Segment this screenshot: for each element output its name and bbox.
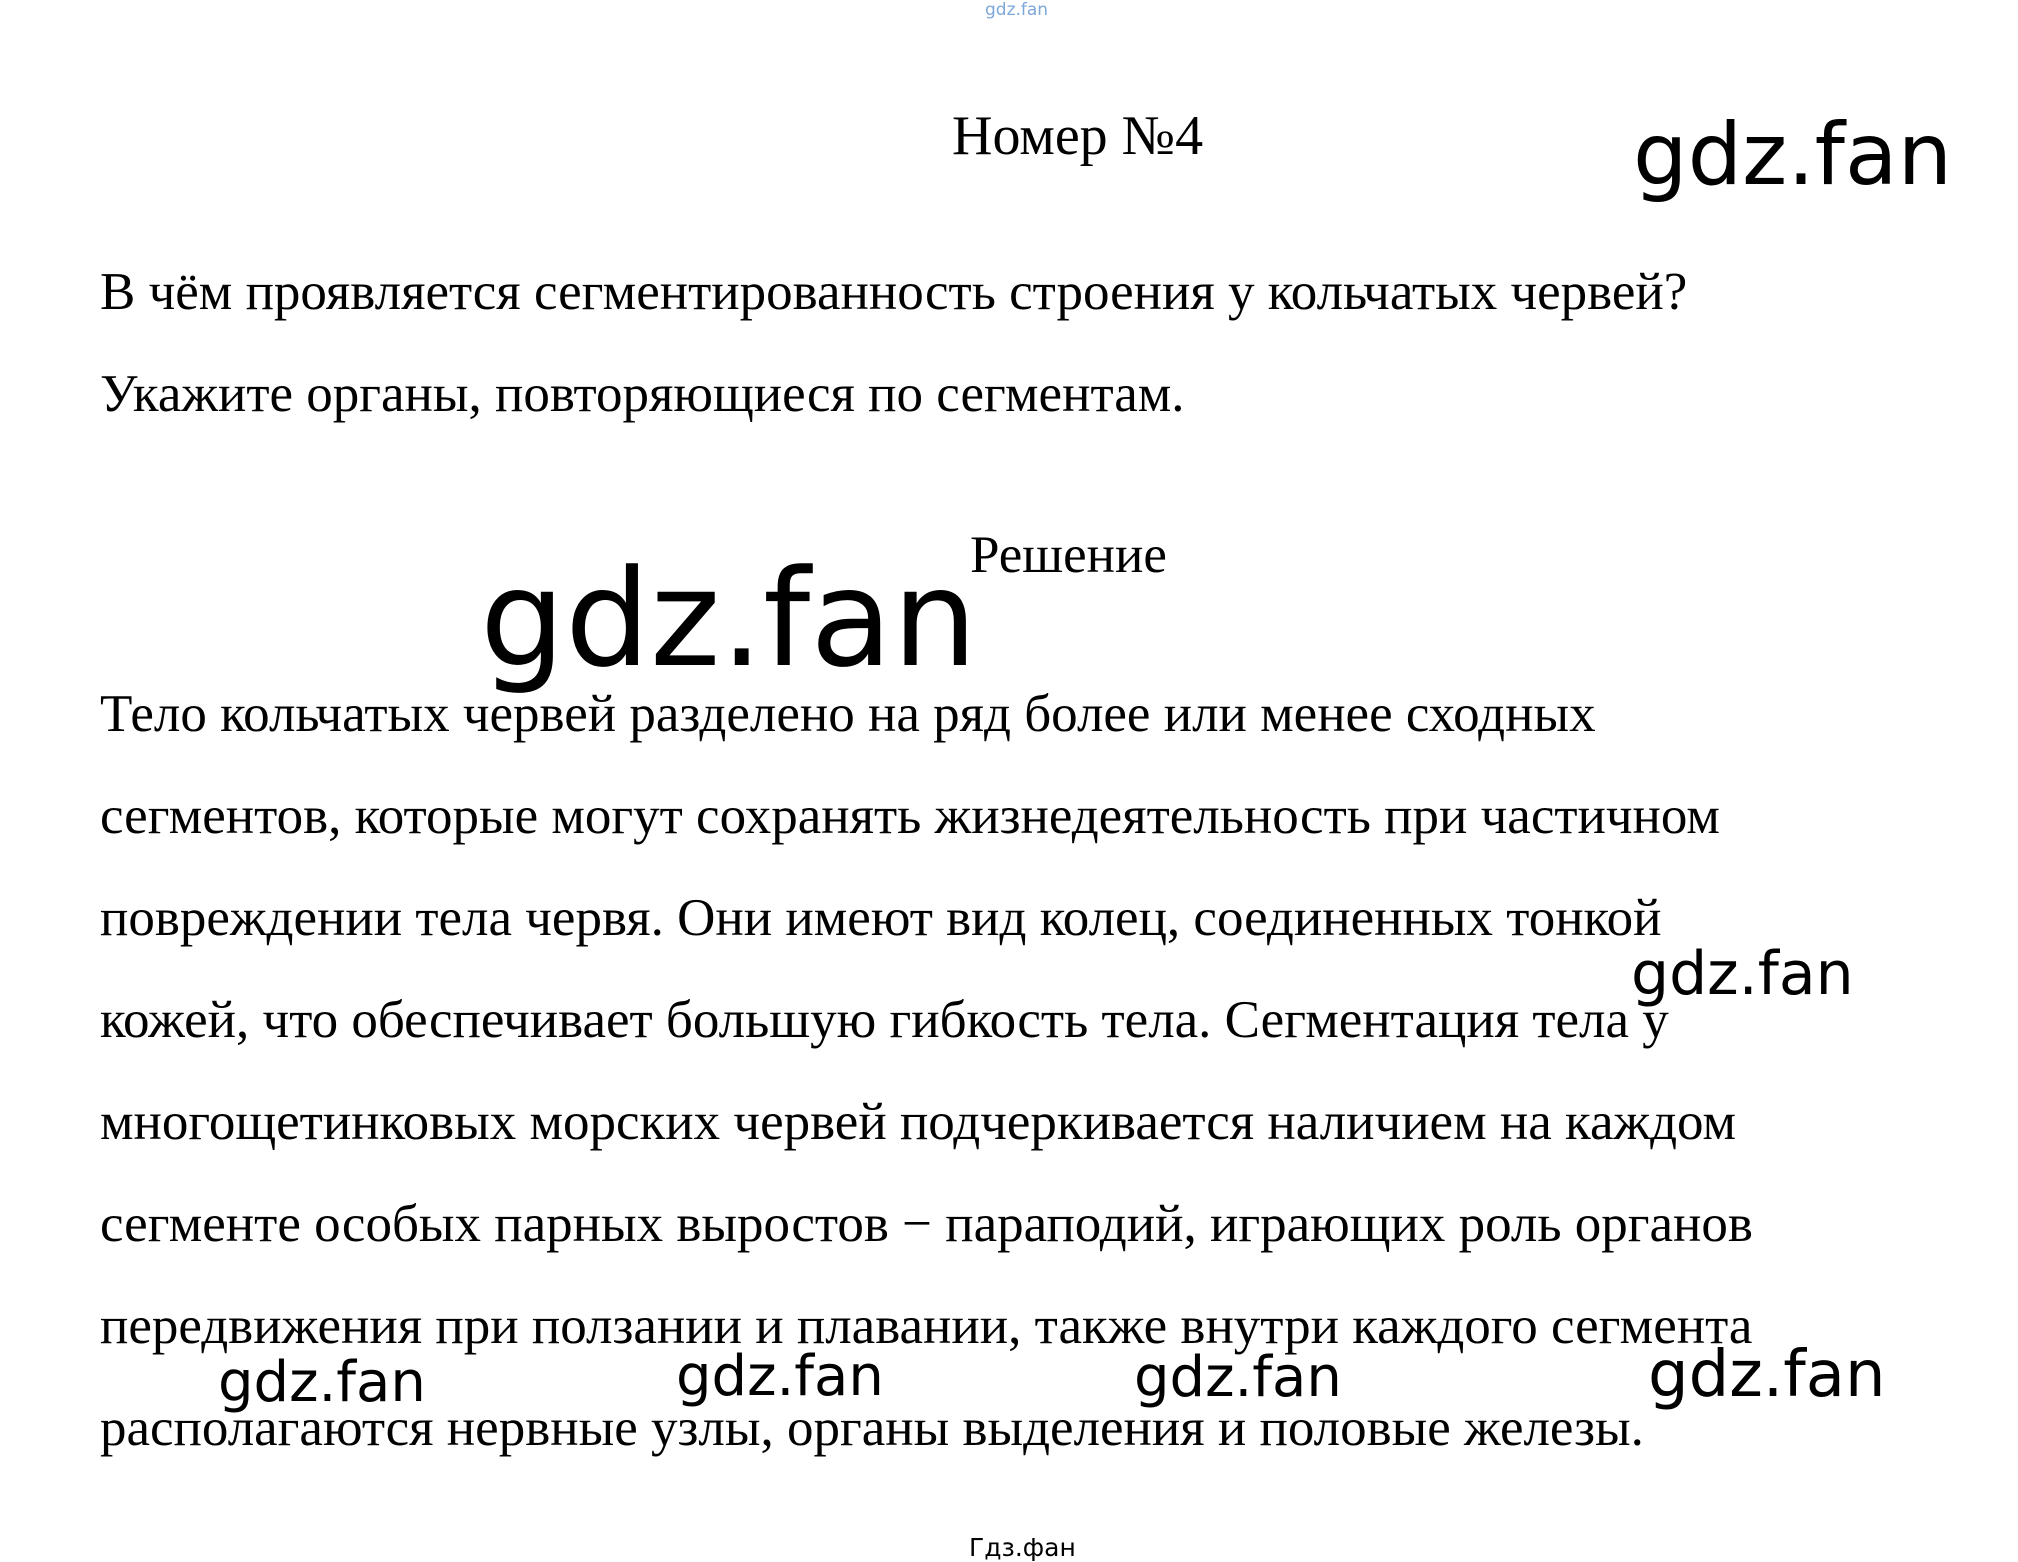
answer-line: многощетинковых морских червей подчеркивается наличием на каждом bbox=[100, 1093, 1737, 1151]
top-watermark: gdz.fan bbox=[985, 0, 1049, 20]
watermark: gdz.fan bbox=[1134, 1345, 1342, 1410]
answer-line: повреждении тела червя. Они имеют вид колец, соединенных тонкой bbox=[100, 889, 1662, 947]
page-title: Номер №4 bbox=[952, 105, 1204, 167]
solution-heading: Решение bbox=[970, 526, 1167, 584]
answer-line: кожей, что обеспечивает большую гибкость тела. Сегментация тела у bbox=[100, 991, 1669, 1049]
footer-label: Гдз.фан bbox=[969, 1533, 1076, 1562]
answer-line: сегментов, которые могут сохранять жизнедеятельность при частичном bbox=[100, 787, 1720, 845]
watermark: gdz.fan bbox=[480, 541, 978, 697]
watermark: gdz.fan bbox=[1648, 1338, 1886, 1412]
answer-line: сегменте особых парных выростов − параподий, играющих роль органов bbox=[100, 1195, 1753, 1253]
watermark: gdz.fan bbox=[218, 1350, 426, 1415]
question-line: Укажите органы, повторяющиеся по сегментам. bbox=[100, 365, 1185, 423]
answer-line: Тело кольчатых червей разделено на ряд более или менее сходных bbox=[100, 685, 1596, 743]
question-line: В чём проявляется сегментированность строения у кольчатых червей? bbox=[100, 263, 1688, 321]
answer-line: располагаются нервные узлы, органы выделения и половые железы. bbox=[100, 1399, 1644, 1457]
watermark: gdz.fan bbox=[676, 1344, 884, 1409]
watermark: gdz.fan bbox=[1633, 105, 1953, 205]
answer-line: передвижения при ползании и плавании, также внутри каждого сегмента bbox=[100, 1297, 1753, 1355]
watermark: gdz.fan bbox=[1631, 939, 1854, 1009]
